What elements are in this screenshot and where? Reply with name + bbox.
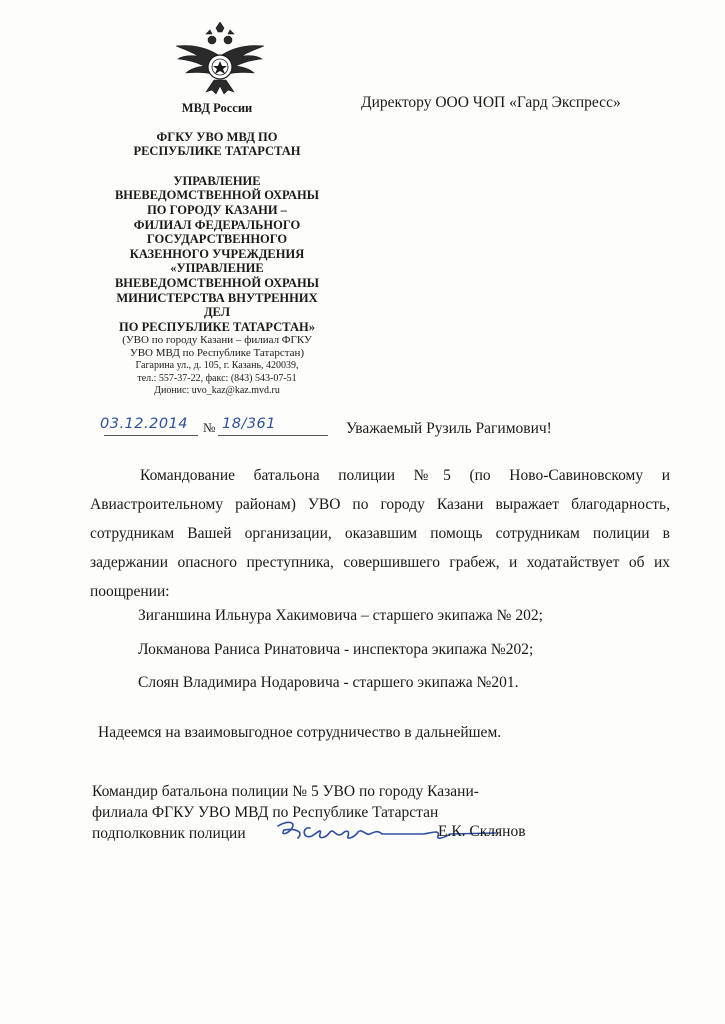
closing-line: Надеемся на взаимовыгодное сотрудничество в дальнейшем.	[98, 724, 502, 741]
addressee: Директору ООО ЧОП «Гард Экспресс»	[361, 94, 621, 111]
number-underline	[218, 435, 328, 436]
signatory-name: Е.К. Склянов	[438, 823, 526, 840]
date-number-line	[100, 411, 340, 439]
organization-full-name: УПРАВЛЕНИЕ ВНЕВЕДОМСТВЕННОЙ ОХРАНЫ ПО ГОРОДУ КАЗАНИ – ФИЛИАЛ ФЕДЕРАЛЬНОГО ГОСУДАРСТВЕННОГО КАЗЕННОГО УЧРЕЖДЕНИЯ «УПРАВЛЕНИЕ ВНЕВЕДОМСТВЕННОЙ ОХРАНЫ МИНИСТЕРСТВА ВНУТРЕННИХ ДЕЛ ПО РЕСПУБЛИКЕ ТАТАРСТАН»	[114, 173, 320, 334]
organization-short-name: (УВО по городу Казани – филиал ФГКУ УВО МВД по Республике Татарстан) Гагарина ул., д. 105, г. Казань, 420039, тел.: 557-37-22, факс: (843) 543-07-51 Дионис: uvo_kaz@kaz.mvd.ru	[92, 334, 342, 398]
letter-body	[90, 461, 670, 606]
person-list-item: Локманова Раниса Ринатовича - инспектора экипажа №202;	[138, 641, 534, 658]
ministry-name: МВД России	[181, 101, 253, 115]
organization-contacts: Гагарина ул., д. 105, г. Казань, 420039, тел.: 557-37-22, факс: (843) 543-07-51 Дионис: uvo_kaz@kaz.mvd.ru	[135, 360, 299, 397]
letterhead-block	[92, 101, 342, 398]
signatory-position: Командир батальона полиции № 5 УВО по городу Казани- филиала ФГКУ УВО МВД по Республике Татарстан подполковник полиции	[92, 783, 479, 842]
letter-number: 18/361	[222, 416, 277, 432]
person-list-item: Зиганшина Ильнура Хакимовича – старшего экипажа № 202;	[138, 607, 543, 624]
fgku-title: ФГКУ УВО МВД ПО РЕСПУБЛИКЕ ТАТАРСТАН	[133, 129, 301, 159]
body-paragraph: Командование батальона полиции №5 (по Ново-Савиновскому и Авиастроительному районам) УВО по городу Казани выражает благодарность, сотрудникам Вашей организации, оказавшим помощь сотрудникам полиции в задержании опасного преступника, совершившего грабеж, и ходатайствует об их поощрении:	[90, 467, 670, 600]
date-underline	[104, 435, 198, 436]
number-sign: №	[203, 420, 216, 435]
letter-date: 03.12.2014	[100, 416, 189, 432]
salutation: Уважаемый Рузиль Рагимович!	[346, 420, 552, 437]
person-list-item: Слоян Владимира Нодаровича - старшего экипажа №201.	[138, 674, 519, 691]
mvd-eagle-emblem	[172, 22, 268, 96]
